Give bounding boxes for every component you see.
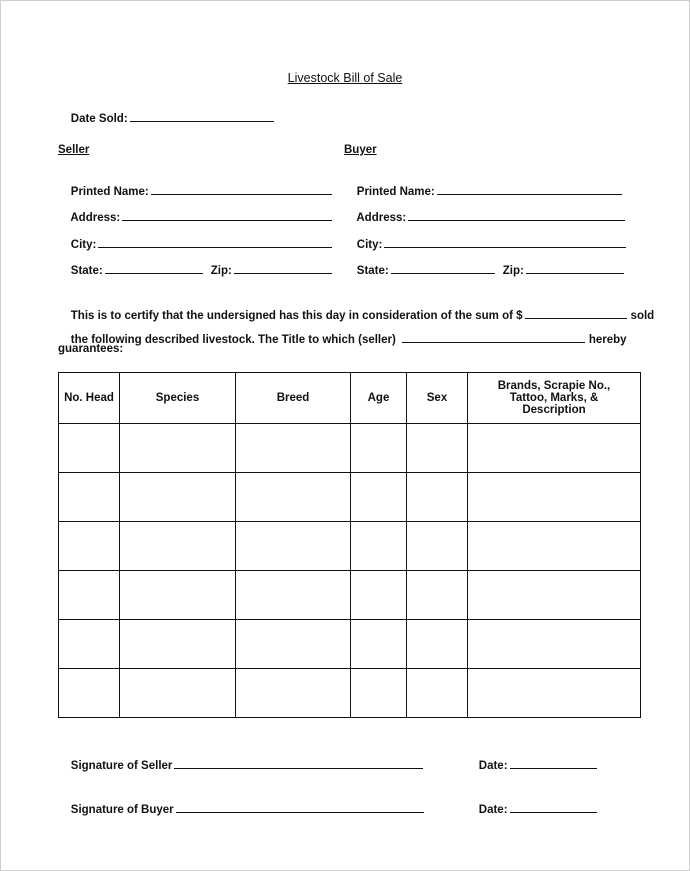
table-cell[interactable] <box>351 669 407 718</box>
seller-state-label: State: <box>70 265 103 277</box>
table-cell[interactable] <box>59 424 120 473</box>
table-row <box>59 620 641 669</box>
table-header-row <box>59 373 641 424</box>
seller-signature-row <box>58 745 423 784</box>
table-cell[interactable] <box>236 669 351 718</box>
buyer-state-label: State: <box>356 265 389 277</box>
buyer-printed-name-field[interactable] <box>437 183 622 195</box>
table-row <box>59 571 641 620</box>
buyer-city-field[interactable] <box>384 236 626 248</box>
table-cell[interactable] <box>407 473 468 522</box>
buyer-printed-name-label: Printed Name: <box>356 186 435 198</box>
seller-date-row <box>466 745 597 784</box>
table-cell[interactable] <box>407 669 468 718</box>
table-cell[interactable] <box>120 571 236 620</box>
table-cell[interactable] <box>120 522 236 571</box>
buyer-signature-label: Signature of Buyer <box>70 804 174 816</box>
header-breed: Breed <box>236 373 351 424</box>
table-cell[interactable] <box>351 473 407 522</box>
table-cell[interactable] <box>59 620 120 669</box>
table-cell[interactable] <box>59 473 120 522</box>
certify-line-1-end: sold <box>630 310 655 322</box>
seller-heading: Seller <box>58 144 90 156</box>
table-cell[interactable] <box>407 620 468 669</box>
table-cell[interactable] <box>468 424 641 473</box>
table-row <box>59 473 641 522</box>
buyer-signature-row <box>58 789 424 828</box>
buyer-date-label: Date: <box>478 804 508 816</box>
table-cell[interactable] <box>236 424 351 473</box>
header-no-head: No. Head <box>59 373 120 424</box>
seller-state-row <box>58 250 332 289</box>
buyer-state-field[interactable] <box>391 262 495 274</box>
certify-line-2-end: hereby <box>588 334 627 346</box>
buyer-address-field[interactable] <box>408 209 625 221</box>
seller-city-field[interactable] <box>98 236 332 248</box>
table-cell[interactable] <box>468 669 641 718</box>
buyer-signature-field[interactable] <box>176 801 424 813</box>
seller-date-label: Date: <box>478 760 508 772</box>
table-cell[interactable] <box>59 571 120 620</box>
table-cell[interactable] <box>407 522 468 571</box>
table-cell[interactable] <box>236 522 351 571</box>
buyer-state-row <box>344 250 624 289</box>
seller-printed-name-label: Printed Name: <box>70 186 149 198</box>
date-sold-label: Date Sold: <box>70 113 128 125</box>
table-cell[interactable] <box>120 620 236 669</box>
header-species: Species <box>120 373 236 424</box>
date-sold-field[interactable] <box>130 110 274 122</box>
table-cell[interactable] <box>351 620 407 669</box>
certify-line-1-text: This is to certify that the undersigned has this day in consideration of the sum of $ <box>70 310 523 322</box>
table-cell[interactable] <box>351 424 407 473</box>
table-cell[interactable] <box>120 424 236 473</box>
buyer-zip-label: Zip: <box>502 265 524 277</box>
table-cell[interactable] <box>468 522 641 571</box>
table-cell[interactable] <box>351 522 407 571</box>
table-cell[interactable] <box>236 620 351 669</box>
buyer-heading: Buyer <box>344 144 377 156</box>
table-cell[interactable] <box>120 669 236 718</box>
seller-title-field[interactable] <box>402 331 585 343</box>
header-age: Age <box>351 373 407 424</box>
buyer-zip-field[interactable] <box>526 262 624 274</box>
certify-line-2-text: the following described livestock. The Title to which (seller) <box>70 334 396 346</box>
buyer-city-label: City: <box>356 239 383 251</box>
seller-zip-label: Zip: <box>210 265 232 277</box>
table-row <box>59 522 641 571</box>
table-cell[interactable] <box>120 473 236 522</box>
seller-address-label: Address: <box>70 212 121 224</box>
table-cell[interactable] <box>407 571 468 620</box>
certify-line-2 <box>58 319 627 358</box>
seller-state-field[interactable] <box>105 262 203 274</box>
seller-zip-field[interactable] <box>234 262 332 274</box>
seller-date-field[interactable] <box>510 757 597 769</box>
sum-amount-field[interactable] <box>525 307 627 319</box>
table-cell[interactable] <box>407 424 468 473</box>
seller-address-field[interactable] <box>122 209 332 221</box>
buyer-date-row <box>466 789 597 828</box>
table-cell[interactable] <box>468 571 641 620</box>
table-cell[interactable] <box>236 473 351 522</box>
seller-signature-field[interactable] <box>174 757 423 769</box>
date-sold-row <box>58 98 274 137</box>
table-cell[interactable] <box>351 571 407 620</box>
table-row <box>59 424 641 473</box>
buyer-address-label: Address: <box>356 212 407 224</box>
table-row <box>59 669 641 718</box>
buyer-date-field[interactable] <box>510 801 597 813</box>
document-title: Livestock Bill of Sale <box>287 71 403 85</box>
table-cell[interactable] <box>468 473 641 522</box>
table-cell[interactable] <box>59 522 120 571</box>
header-description: Brands, Scrapie No., Tattoo, Marks, & Description <box>468 373 641 424</box>
table-body <box>59 424 641 718</box>
seller-signature-label: Signature of Seller <box>70 760 173 772</box>
table-cell[interactable] <box>59 669 120 718</box>
livestock-table <box>58 372 641 718</box>
seller-printed-name-field[interactable] <box>151 183 332 195</box>
certify-line-3: guarantees: <box>58 343 124 355</box>
table-cell[interactable] <box>236 571 351 620</box>
table-cell[interactable] <box>468 620 641 669</box>
header-sex: Sex <box>407 373 468 424</box>
seller-city-label: City: <box>70 239 97 251</box>
